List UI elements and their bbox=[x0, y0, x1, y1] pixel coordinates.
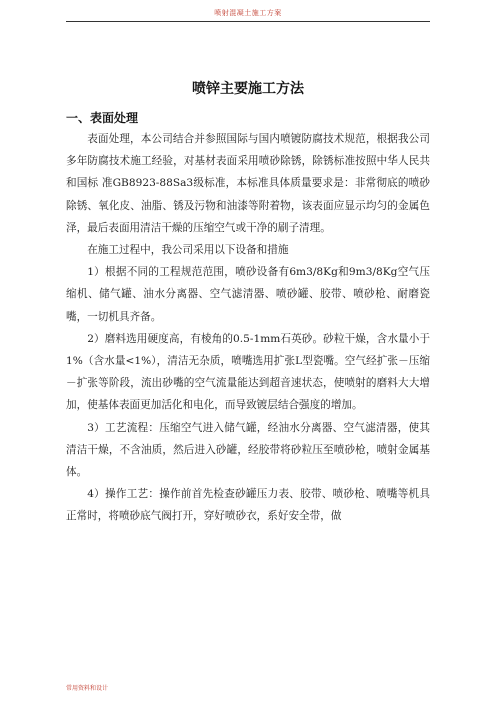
paragraph-item-3: 3）工艺流程：压缩空气进入储气罐，经油水分离器、空气滤清器，使其清洁干燥，不含油质，然后进入砂罐，经胶带将砂粒压至喷砂枪，喷射金属基体。 bbox=[66, 421, 430, 479]
running-footer: 常用资料和设计 bbox=[66, 685, 109, 692]
section-heading: 一、表面处理 bbox=[66, 111, 139, 125]
header-divider bbox=[66, 21, 430, 22]
paragraph-surface-treatment: 表面处理，本公司结合并参照国际与国内喷镀防腐技术规范，根据我公司多年防腐技术施工经验，对基材表面采用喷砂除锈，除锈标准按照中华人民共和国标 准GB8923-88Sa3级标准，本标准具体质量要求是：非常彻底的喷砂除锈、氧化皮、油脂、锈及污物和油漆等附着物，该表面应显示均匀的金属色泽，最后表面用清洁干燥的压缩空气或干净的刷子清理。 bbox=[66, 133, 430, 234]
running-header: 喷射混凝土施工方案 bbox=[214, 9, 282, 17]
paragraph-item-1: 1）根据不同的工程规范范围，喷砂设备有6m3/8Kg和9m3/8Kg空气压缩机、储气罐、油水分离器、空气滤清器、喷砂罐、胶带、喷砂枪、耐磨瓷嘴，一切机具齐备。 bbox=[66, 266, 430, 323]
paragraph-equipment-intro: 在施工过程中，我公司采用以下设备和措施 bbox=[87, 244, 289, 257]
document-title: 喷锌主要施工方法 bbox=[192, 81, 304, 97]
body-text bbox=[66, 128, 430, 528]
paragraph-item-4: 4）操作工艺：操作前首先检查砂罐压力表、胶带、喷砂枪、喷嘴等机具正常时，将喷砂底气阀打开，穿好喷砂衣，系好安全带，做 bbox=[66, 488, 430, 523]
paragraph-item-2: 2）磨料选用硬度高，有棱角的0.5-1mm石英砂。砂粒干燥，含水量小于1%（含水量<1%），清洁无杂质，喷嘴选用扩张L型瓷嘴。空气经扩张－压缩－扩张等阶段，流出砂嘴的空气流量能达到超音速状态，使喷射的磨料大大增加，使基体表面更加活化和电化，而导致镀层结合强度的增加。 bbox=[66, 332, 430, 412]
